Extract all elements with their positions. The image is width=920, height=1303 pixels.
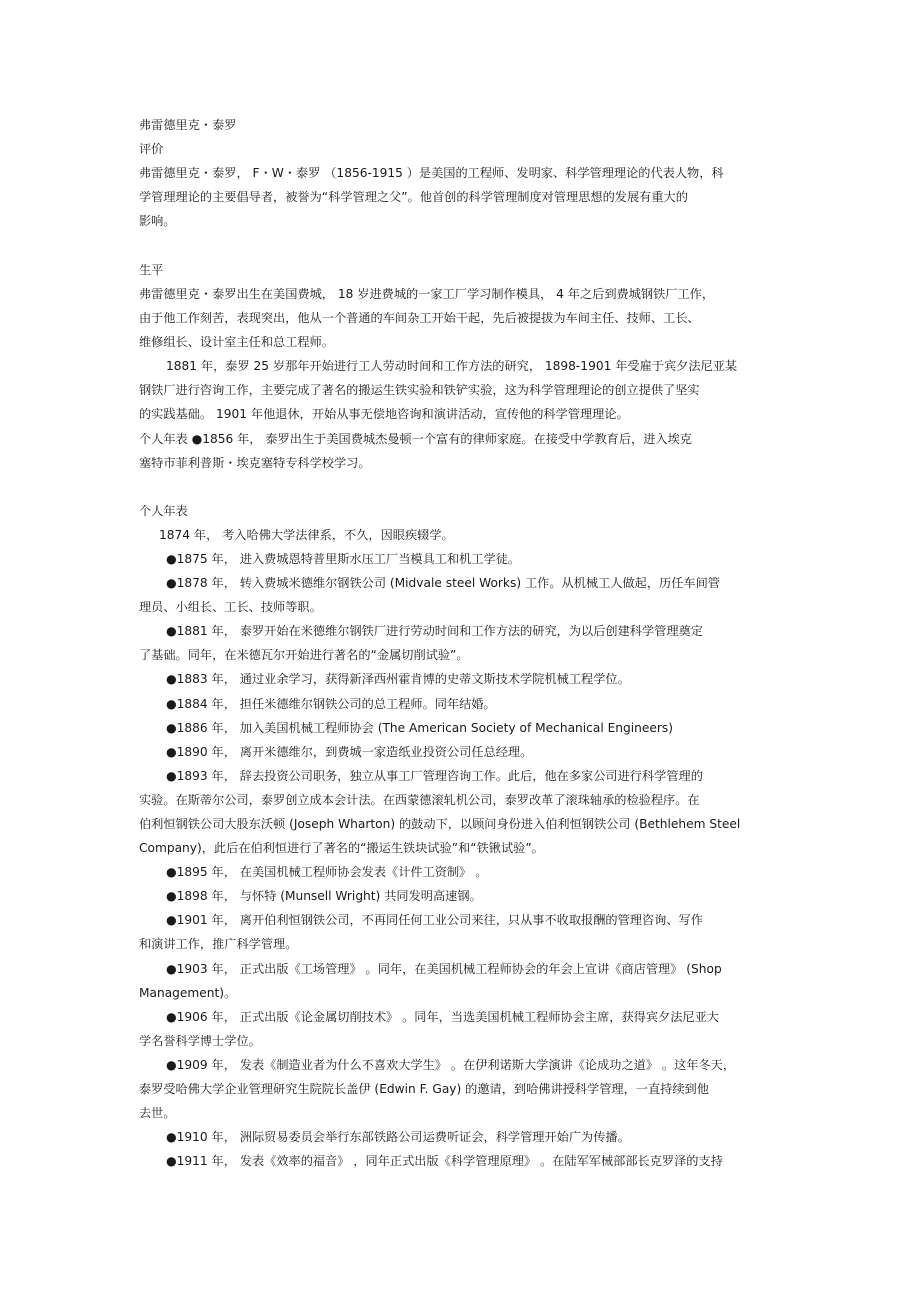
timeline-line: 实验。在斯蒂尔公司，泰罗创立成本会计法。在西蒙德滚轧机公司，泰罗改革了滚珠轴承的检验程序。在 <box>139 793 700 807</box>
timeline-line: ●1884 年， 担任米德维尔钢铁公司的总工程师。同年结婚。 <box>166 697 496 711</box>
section-heading-biography: 生平 <box>139 263 164 277</box>
timeline-line: 理员、小组长、工长、技师等职。 <box>139 600 322 614</box>
timeline-line: ●1881 年， 泰罗开始在米德维尔钢铁厂进行劳动时间和工作方法的研究，为以后创建科学管理奠定 <box>166 624 703 638</box>
timeline-line: Management)。 <box>139 986 237 1000</box>
timeline-line: ●1910 年， 洲际贸易委员会举行东部铁路公司运费听证会，科学管理开始广为传播。 <box>166 1130 630 1144</box>
timeline-line: ●1893 年， 辞去投资公司职务，独立从事工厂管理咨询工作。此后，他在多家公司进行科学管理的 <box>166 769 703 783</box>
timeline-line: 伯利恒钢铁公司大股东沃顿 (Joseph Wharton) 的鼓动下，以顾问身份进入伯利恒钢铁公司 (Bethlehem Steel <box>139 817 741 831</box>
biography-line: 的实践基础。 1901 年他退休，开始从事无偿地咨询和演讲活动，宣传他的科学管理理论。 <box>139 407 629 421</box>
evaluation-line: 影响。 <box>139 214 176 228</box>
timeline-line: 和演讲工作，推广科学管理。 <box>139 937 298 951</box>
timeline-line: 学名誉科学博士学位。 <box>139 1034 261 1048</box>
timeline-line: ●1906 年， 正式出版《论金属切削技术》 。同年，当选美国机械工程师协会主席，获得宾夕法尼亚大 <box>166 1010 719 1024</box>
timeline-line: ●1903 年， 正式出版《工场管理》 。同年，在美国机械工程师协会的年会上宣讲《商店管理》 (Shop <box>166 962 722 976</box>
timeline-line: 泰罗受哈佛大学企业管理研究生院院长盖伊 (Edwin F. Gay) 的邀请，到哈佛讲授科学管理，一直持续到他 <box>139 1082 709 1096</box>
timeline-line: 去世。 <box>139 1106 176 1120</box>
biography-line: 钢铁厂进行咨询工作，主要完成了著名的搬运生铁实验和铁铲实验，这为科学管理理论的创立提供了坚实 <box>139 383 700 397</box>
timeline-line: ●1909 年， 发表《制造业者为什么不喜欢大学生》 。在伊利诺斯大学演讲《论成功之道》 。这年冬天， <box>166 1058 736 1072</box>
biography-line: 弗雷德里克・泰罗出生在美国费城， 18 岁进费城的一家工厂学习制作模具， 4 年之后到费城钢铁厂工作， <box>139 287 715 301</box>
evaluation-line: 弗雷德里克・泰罗， F・W・泰罗 （1856-1915 ）是美国的工程师、发明家、科学管理理论的代表人物，科 <box>139 166 724 180</box>
timeline-line: 了基础。同年，在米德瓦尔开始进行著名的“金属切削试验”。 <box>139 648 469 662</box>
timeline-line: ●1878 年， 转入费城米德维尔钢铁公司 (Midvale steel Works) 工作。从机械工人做起，历任车间管 <box>166 576 720 590</box>
timeline-line: 1874 年， 考入哈佛大学法律系，不久，因眼疾辍学。 <box>159 528 454 542</box>
timeline-line: ●1898 年， 与怀特 (Munsell Wright) 共同发明高速钢。 <box>166 889 482 903</box>
biography-line: 1881 年，泰罗 25 岁那年开始进行工人劳动时间和工作方法的研究， 1898-1901 年受雇于宾夕法尼亚某 <box>166 359 738 373</box>
timeline-line: Company)，此后在伯利恒进行了著名的“搬运生铁块试验”和“铁锹试验”。 <box>139 841 544 855</box>
biography-line: 维修组长、设计室主任和总工程师。 <box>139 335 334 349</box>
document-title: 弗雷德里克・泰罗 <box>139 118 237 132</box>
timeline-line: ●1875 年， 进入费城恩特普里斯水压工厂当模具工和机工学徒。 <box>166 552 521 566</box>
biography-line: 个人年表 ●1856 年， 泰罗出生于美国费城杰曼顿一个富有的律师家庭。在接受中学教育后，进入埃克 <box>139 432 692 446</box>
timeline-line: ●1911 年， 发表《效率的福音》 ，同年正式出版《科学管理原理》 。在陆军军械部部长克罗泽的支持 <box>166 1154 723 1168</box>
timeline-line: ●1890 年， 离开米德维尔，到费城一家造纸业投资公司任总经理。 <box>166 745 533 759</box>
timeline-line: ●1883 年， 通过业余学习，获得新泽西州霍肯博的史蒂文斯技术学院机械工程学位。 <box>166 672 630 686</box>
timeline-line: ●1901 年， 离开伯利恒钢铁公司，不再同任何工业公司来往，只从事不收取报酬的管理咨询、写作 <box>166 913 703 927</box>
biography-line: 由于他工作刻苦，表现突出，他从一个普通的车间杂工开始干起，先后被提拔为车间主任、技师、工长、 <box>139 311 700 325</box>
section-heading-evaluation: 评价 <box>139 142 164 156</box>
evaluation-line: 学管理理论的主要倡导者，被誉为“科学管理之父”。他首创的科学管理制度对管理思想的发展有重大的 <box>139 190 688 204</box>
timeline-line: ●1886 年， 加入美国机械工程师协会 (The American Society of Mechanical Engineers) <box>166 721 673 735</box>
section-heading-timeline: 个人年表 <box>139 504 188 518</box>
timeline-line: ●1895 年， 在美国机械工程师协会发表《计件工资制》 。 <box>166 865 488 879</box>
biography-line: 塞特市菲利普斯・埃克塞特专科学校学习。 <box>139 456 371 470</box>
